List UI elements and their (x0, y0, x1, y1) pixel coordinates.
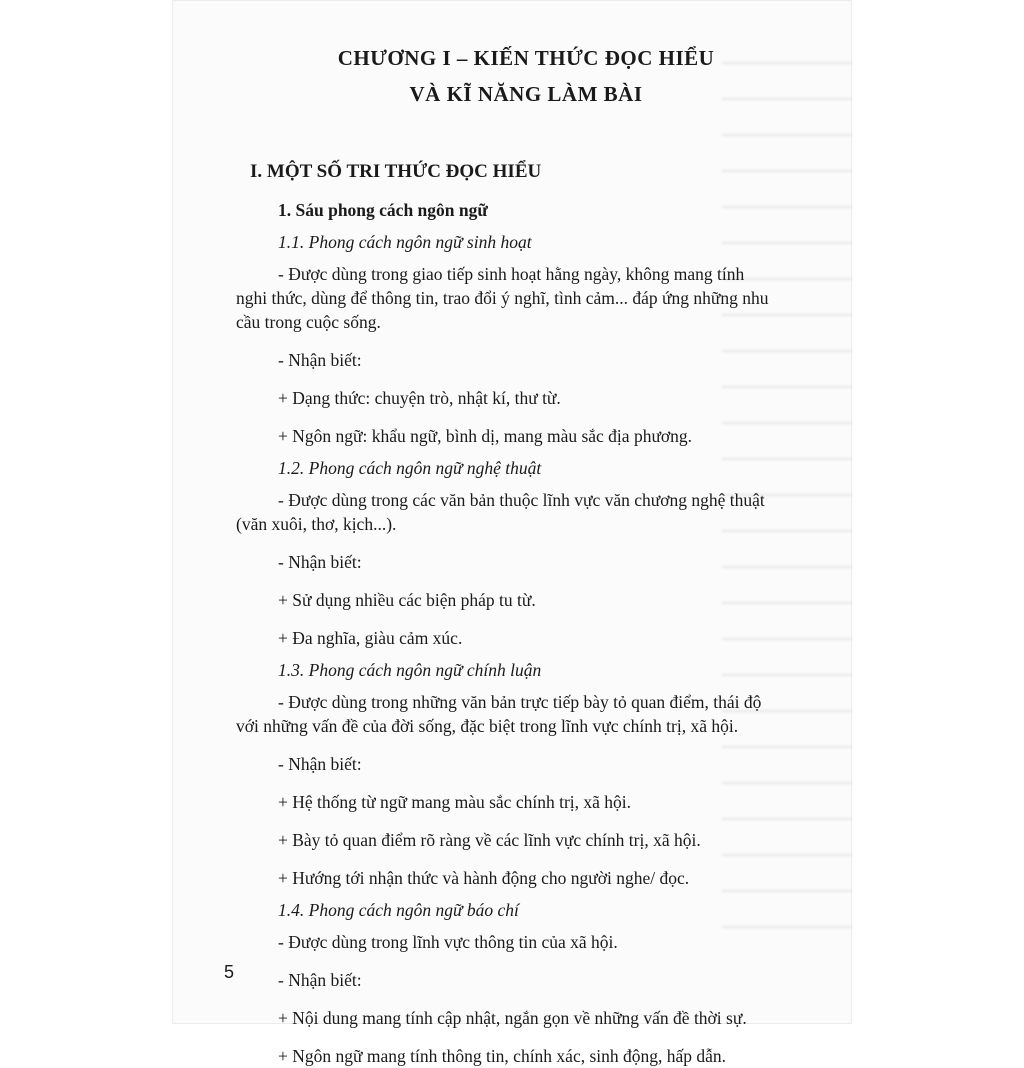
recognition-point: + Hệ thống từ ngữ mang màu sắc chính trị, xã hội. (278, 792, 632, 812)
recognition-label: - Nhận biết: (278, 754, 362, 774)
page-content (236, 40, 776, 1068)
chapter-title-line-1: CHƯƠNG I – KIẾN THỨC ĐỌC HIỂU (337, 46, 715, 70)
recognition-point: + Ngôn ngữ mang tính thông tin, chính xác, sinh động, hấp dẫn. (278, 1046, 727, 1066)
style-heading: 1.1. Phong cách ngôn ngữ sinh hoạt (278, 232, 532, 252)
recognition-point: + Đa nghĩa, giàu cảm xúc. (278, 628, 463, 648)
style-usage: - Được dùng trong các văn bản thuộc lĩnh vực văn chương nghệ thuật (văn xuôi, thơ, kịch...). (236, 490, 765, 534)
book-page (172, 0, 852, 1066)
recognition-label: - Nhận biết: (278, 552, 362, 572)
recognition-label: - Nhận biết: (278, 350, 362, 370)
chapter-title (236, 40, 776, 112)
subsection-title: 1. Sáu phong cách ngôn ngữ (278, 200, 488, 220)
recognition-point: + Bày tỏ quan điểm rõ ràng về các lĩnh vực chính trị, xã hội. (278, 830, 701, 850)
recognition-point: + Nội dung mang tính cập nhật, ngắn gọn về những vấn đề thời sự. (278, 1008, 747, 1028)
recognition-point: + Dạng thức: chuyện trò, nhật kí, thư từ. (278, 388, 561, 408)
style-heading: 1.2. Phong cách ngôn ngữ nghệ thuật (278, 458, 542, 478)
recognition-point: + Ngôn ngữ: khẩu ngữ, bình dị, mang màu sắc địa phương. (278, 426, 693, 446)
recognition-point: + Hướng tới nhận thức và hành động cho người nghe/ đọc. (278, 868, 690, 888)
style-heading: 1.4. Phong cách ngôn ngữ báo chí (278, 900, 519, 920)
style-usage: - Được dùng trong lĩnh vực thông tin của xã hội. (278, 932, 618, 952)
style-usage: - Được dùng trong giao tiếp sinh hoạt hằng ngày, không mang tính nghi thức, dùng để thông tin, trao đổi ý nghĩ, tình cảm... đáp ứng những nhu cầu trong cuộc sống. (236, 264, 769, 332)
recognition-label: - Nhận biết: (278, 970, 362, 990)
style-heading: 1.3. Phong cách ngôn ngữ chính luận (278, 660, 542, 680)
recognition-point: + Sử dụng nhiều các biện pháp tu từ. (278, 590, 536, 610)
section-title: I. MỘT SỐ TRI THỨC ĐỌC HIỂU (250, 161, 542, 182)
page-number: 5 (224, 962, 235, 982)
style-usage: - Được dùng trong những văn bản trực tiếp bày tỏ quan điểm, thái độ với những vấn đề của đời sống, đặc biệt trong lĩnh vực chính trị, xã hội. (236, 692, 762, 736)
chapter-title-line-2: VÀ KĨ NĂNG LÀM BÀI (409, 82, 643, 106)
